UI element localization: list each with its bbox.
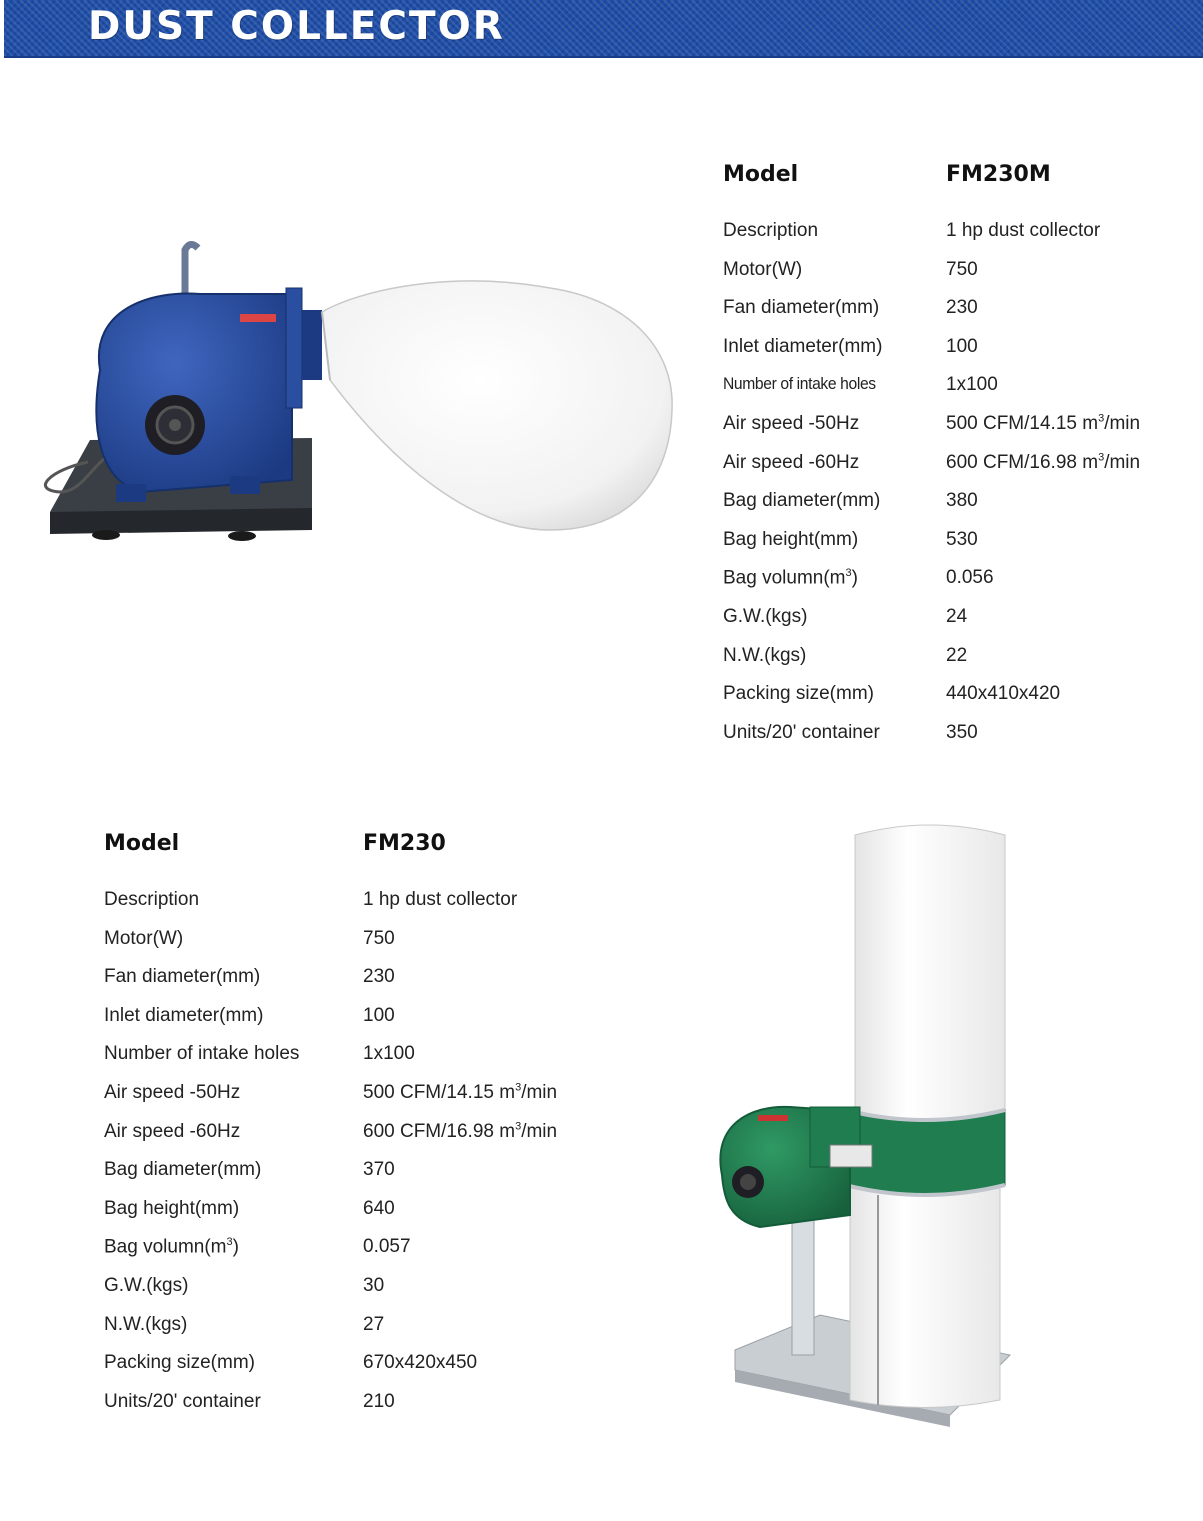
spec-value: 1 hp dust collector bbox=[946, 220, 1101, 241]
spec-value: 30 bbox=[363, 1274, 385, 1296]
spec-label: Bag diameter(mm) bbox=[723, 490, 881, 512]
spec-row bbox=[104, 966, 624, 1005]
spec-value: 230 bbox=[946, 297, 978, 319]
spec-row bbox=[104, 1236, 624, 1275]
spec-value: 370 bbox=[363, 1159, 395, 1181]
spec-value: 24 bbox=[946, 605, 968, 627]
spec-row bbox=[104, 1391, 624, 1430]
spec-value: 750 bbox=[363, 927, 395, 949]
spec-row bbox=[723, 490, 1193, 529]
spec-value: 670x420x450 bbox=[363, 1352, 478, 1374]
dust-collector-green-image bbox=[700, 815, 1040, 1435]
spec-row bbox=[723, 529, 1193, 568]
spec-row bbox=[104, 1043, 624, 1082]
spec-label: Air speed -50Hz bbox=[723, 412, 860, 434]
spec-row bbox=[723, 413, 1193, 452]
spec-label: Motor(W) bbox=[104, 927, 184, 949]
spec-label: Bag $volumn(m^3)$ bbox=[104, 1236, 239, 1258]
spec-label: Description bbox=[723, 220, 819, 241]
spec-row bbox=[104, 1121, 624, 1160]
spec-value: 0.057 bbox=[363, 1236, 411, 1258]
spec-row bbox=[723, 452, 1193, 491]
model-number: FM230 bbox=[363, 831, 446, 856]
spec-label: Air speed -50Hz bbox=[104, 1081, 241, 1103]
spec-label: Units/20' container bbox=[104, 1390, 261, 1412]
spec-value: 210 bbox=[363, 1390, 395, 1412]
spec-row bbox=[723, 567, 1193, 606]
spec-value: 1x100 bbox=[946, 374, 998, 396]
spec-label: Air speed -60Hz bbox=[723, 451, 860, 473]
spec-value: 440x410x420 bbox=[946, 683, 1061, 705]
spec-value: 22 bbox=[946, 644, 968, 666]
spec-label: G.W.(kgs) bbox=[723, 605, 808, 627]
spec-label: Inlet diameter(mm) bbox=[723, 335, 883, 357]
spec-label: Motor(W) bbox=[723, 258, 803, 280]
spec-label: Fan diameter(mm) bbox=[104, 966, 261, 988]
spec-label: N.W.(kgs) bbox=[723, 644, 807, 666]
spec-row bbox=[104, 1275, 624, 1314]
spec-label: Fan diameter(mm) bbox=[723, 297, 880, 319]
spec-value: 100 bbox=[363, 1004, 395, 1026]
spec-value: 230 bbox=[363, 966, 395, 988]
spec-label: N.W.(kgs) bbox=[104, 1313, 188, 1335]
spec-label: Inlet diameter(mm) bbox=[104, 1004, 264, 1026]
spec-row bbox=[723, 259, 1193, 298]
spec-row bbox=[723, 220, 1193, 259]
spec-table-fm230m bbox=[723, 162, 1193, 760]
spec-value: 350 bbox=[946, 721, 978, 743]
spec-label: Number of intake holes bbox=[723, 374, 876, 394]
spec-row bbox=[104, 1159, 624, 1198]
spec-row bbox=[723, 374, 1193, 413]
header-banner bbox=[4, 0, 1203, 58]
spec-value: 750 bbox=[946, 258, 978, 280]
spec-row bbox=[104, 1005, 624, 1044]
spec-value: 27 bbox=[363, 1313, 385, 1335]
spec-label: Bag height(mm) bbox=[104, 1197, 240, 1219]
spec-row bbox=[723, 683, 1193, 722]
spec-label: G.W.(kgs) bbox=[104, 1274, 189, 1296]
spec-value: 640 bbox=[363, 1197, 395, 1219]
spec-label: Bag height(mm) bbox=[723, 528, 859, 550]
spec-value: 0.056 bbox=[946, 567, 994, 589]
spec-table-fm230 bbox=[104, 831, 624, 1429]
spec-value: 600 CFM/16.98 $m^3/\min$ bbox=[946, 451, 1141, 473]
spec-row bbox=[723, 645, 1193, 684]
spec-value: 530 bbox=[946, 528, 978, 550]
spec-value: 600 CFM/16.98 $m^3/\min$ bbox=[363, 1120, 558, 1142]
spec-row bbox=[104, 1352, 624, 1391]
spec-row bbox=[723, 606, 1193, 645]
spec-label: Packing size(mm) bbox=[104, 1352, 255, 1374]
model-label: Model bbox=[723, 162, 799, 187]
spec-row bbox=[104, 1198, 624, 1237]
spec-row bbox=[104, 928, 624, 967]
model-header-row bbox=[723, 162, 1193, 220]
page-title: DUST COLLECTOR bbox=[88, 4, 505, 49]
spec-row bbox=[104, 1082, 624, 1121]
spec-value: 1x100 bbox=[363, 1043, 415, 1065]
spec-label: Bag $volumn(m^3)$ bbox=[723, 567, 858, 589]
spec-row bbox=[723, 297, 1193, 336]
spec-row bbox=[104, 889, 624, 928]
dust-collector-blue-image bbox=[30, 230, 680, 550]
model-number: FM230M bbox=[946, 162, 1051, 187]
spec-label: Description bbox=[104, 889, 200, 910]
spec-label: Air speed -60Hz bbox=[104, 1120, 241, 1142]
spec-row bbox=[723, 722, 1193, 761]
spec-label: Units/20' container bbox=[723, 721, 880, 743]
spec-value: 1 hp dust collector bbox=[363, 889, 518, 910]
spec-row bbox=[104, 1314, 624, 1353]
spec-label: Number of intake holes bbox=[104, 1043, 300, 1065]
model-header-row bbox=[104, 831, 624, 889]
spec-label: Packing size(mm) bbox=[723, 683, 874, 705]
spec-label: Bag diameter(mm) bbox=[104, 1159, 262, 1181]
spec-value: 500 CFM/14.15 $m^3/\min$ bbox=[363, 1081, 558, 1103]
spec-row bbox=[723, 336, 1193, 375]
spec-value: 380 bbox=[946, 490, 978, 512]
model-label: Model bbox=[104, 831, 180, 856]
spec-value: 500 CFM/14.15 $m^3/\min$ bbox=[946, 412, 1141, 434]
spec-value: 100 bbox=[946, 335, 978, 357]
